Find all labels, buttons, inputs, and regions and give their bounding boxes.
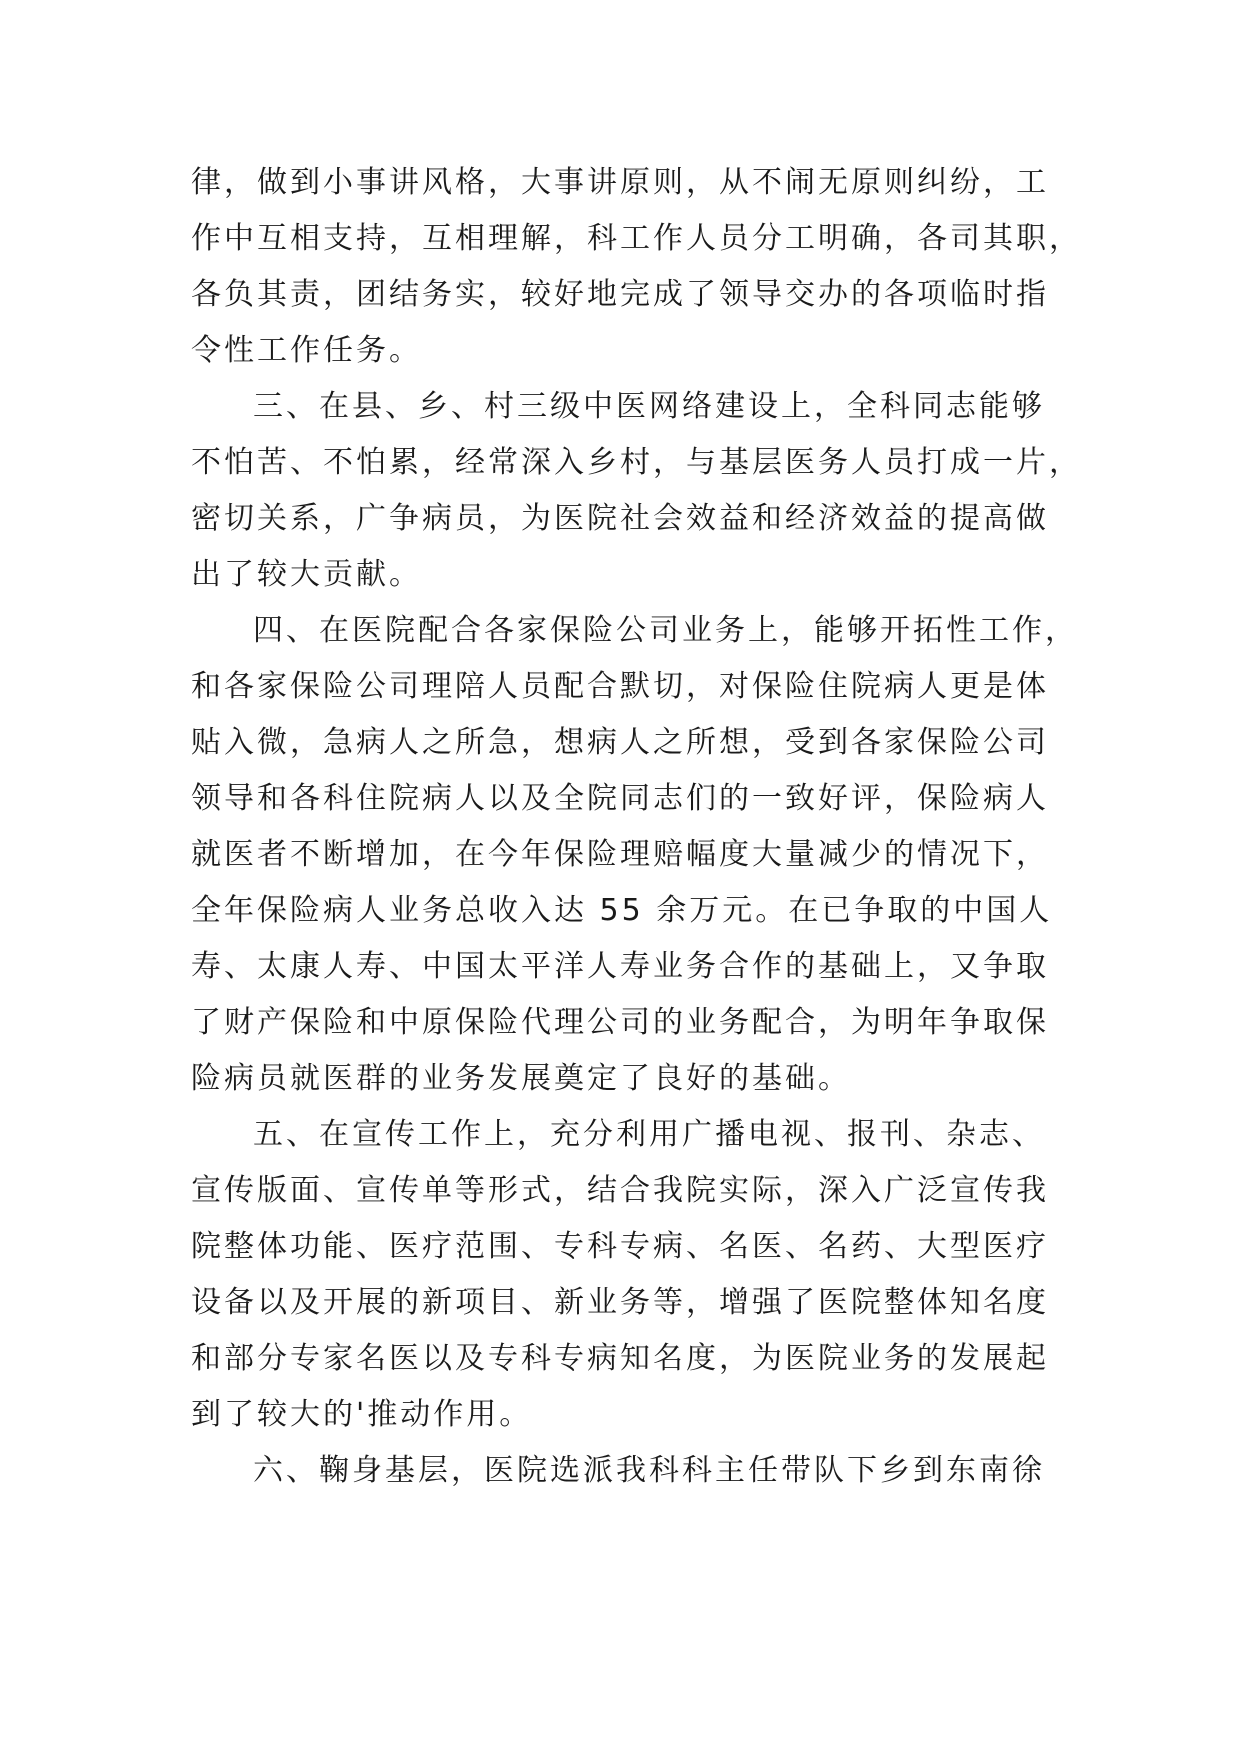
text-line: 院整体功能、医疗范围、专科专病、名医、名药、大型医疗 bbox=[191, 1229, 1049, 1264]
text-line: 全年保险病人业务总收入达 55 余万元。在已争取的中国人 bbox=[191, 893, 1053, 928]
text-line: 令性工作任务。 bbox=[191, 333, 422, 368]
text-line: 领导和各科住院病人以及全院同志们的一致好评，保险病人 bbox=[191, 781, 1049, 816]
text-line: 密切关系，广争病员，为医院社会效益和经济效益的提高做 bbox=[191, 501, 1049, 536]
text-line: 五、在宣传工作上，充分利用广播电视、报刊、杂志、 bbox=[253, 1117, 1045, 1152]
text-line: 寿、太康人寿、中国太平洋人寿业务合作的基础上，又争取 bbox=[191, 949, 1049, 984]
text-line: 就医者不断增加，在今年保险理赔幅度大量减少的情况下， bbox=[191, 837, 1049, 872]
text-line: 出了较大贡献。 bbox=[191, 557, 422, 592]
text-line: 到了较大的'推动作用。 bbox=[191, 1397, 533, 1432]
paragraph-section-four bbox=[191, 603, 1078, 1107]
text-line: 六、鞠身基层，医院选派我科科主任带队下乡到东南徐 bbox=[253, 1453, 1045, 1488]
document-body bbox=[191, 155, 1082, 1499]
text-line: 了财产保险和中原保险代理公司的业务配合，为明年争取保 bbox=[191, 1005, 1049, 1040]
text-line: 作中互相支持，互相理解，科工作人员分工明确，各司其职， bbox=[191, 221, 1082, 256]
text-line: 宣传版面、宣传单等形式，结合我院实际，深入广泛宣传我 bbox=[191, 1173, 1049, 1208]
paragraph-section-five bbox=[191, 1107, 1051, 1443]
paragraph-section-three bbox=[191, 379, 1082, 603]
text-line: 不怕苦、不怕累，经常深入乡村，与基层医务人员打成一片， bbox=[191, 445, 1082, 480]
text-line: 险病员就医群的业务发展奠定了良好的基础。 bbox=[191, 1061, 851, 1096]
text-line: 和部分专家名医以及专科专病知名度，为医院业务的发展起 bbox=[191, 1341, 1049, 1376]
text-line: 各负其责，团结务实，较好地完成了领导交办的各项临时指 bbox=[191, 277, 1049, 312]
text-line: 和各家保险公司理陪人员配合默切，对保险住院病人更是体 bbox=[191, 669, 1049, 704]
text-line: 律，做到小事讲风格，大事讲原则，从不闹无原则纠纷，工 bbox=[191, 165, 1049, 200]
paragraph-discipline bbox=[191, 155, 1082, 379]
text-line: 四、在医院配合各家保险公司业务上，能够开拓性工作， bbox=[253, 613, 1078, 648]
text-line: 设备以及开展的新项目、新业务等，增强了医院整体知名度 bbox=[191, 1285, 1049, 1320]
paragraph-section-six bbox=[191, 1443, 1051, 1499]
text-line: 三、在县、乡、村三级中医网络建设上，全科同志能够 bbox=[253, 389, 1045, 424]
text-line: 贴入微，急病人之所急，想病人之所想，受到各家保险公司 bbox=[191, 725, 1049, 760]
